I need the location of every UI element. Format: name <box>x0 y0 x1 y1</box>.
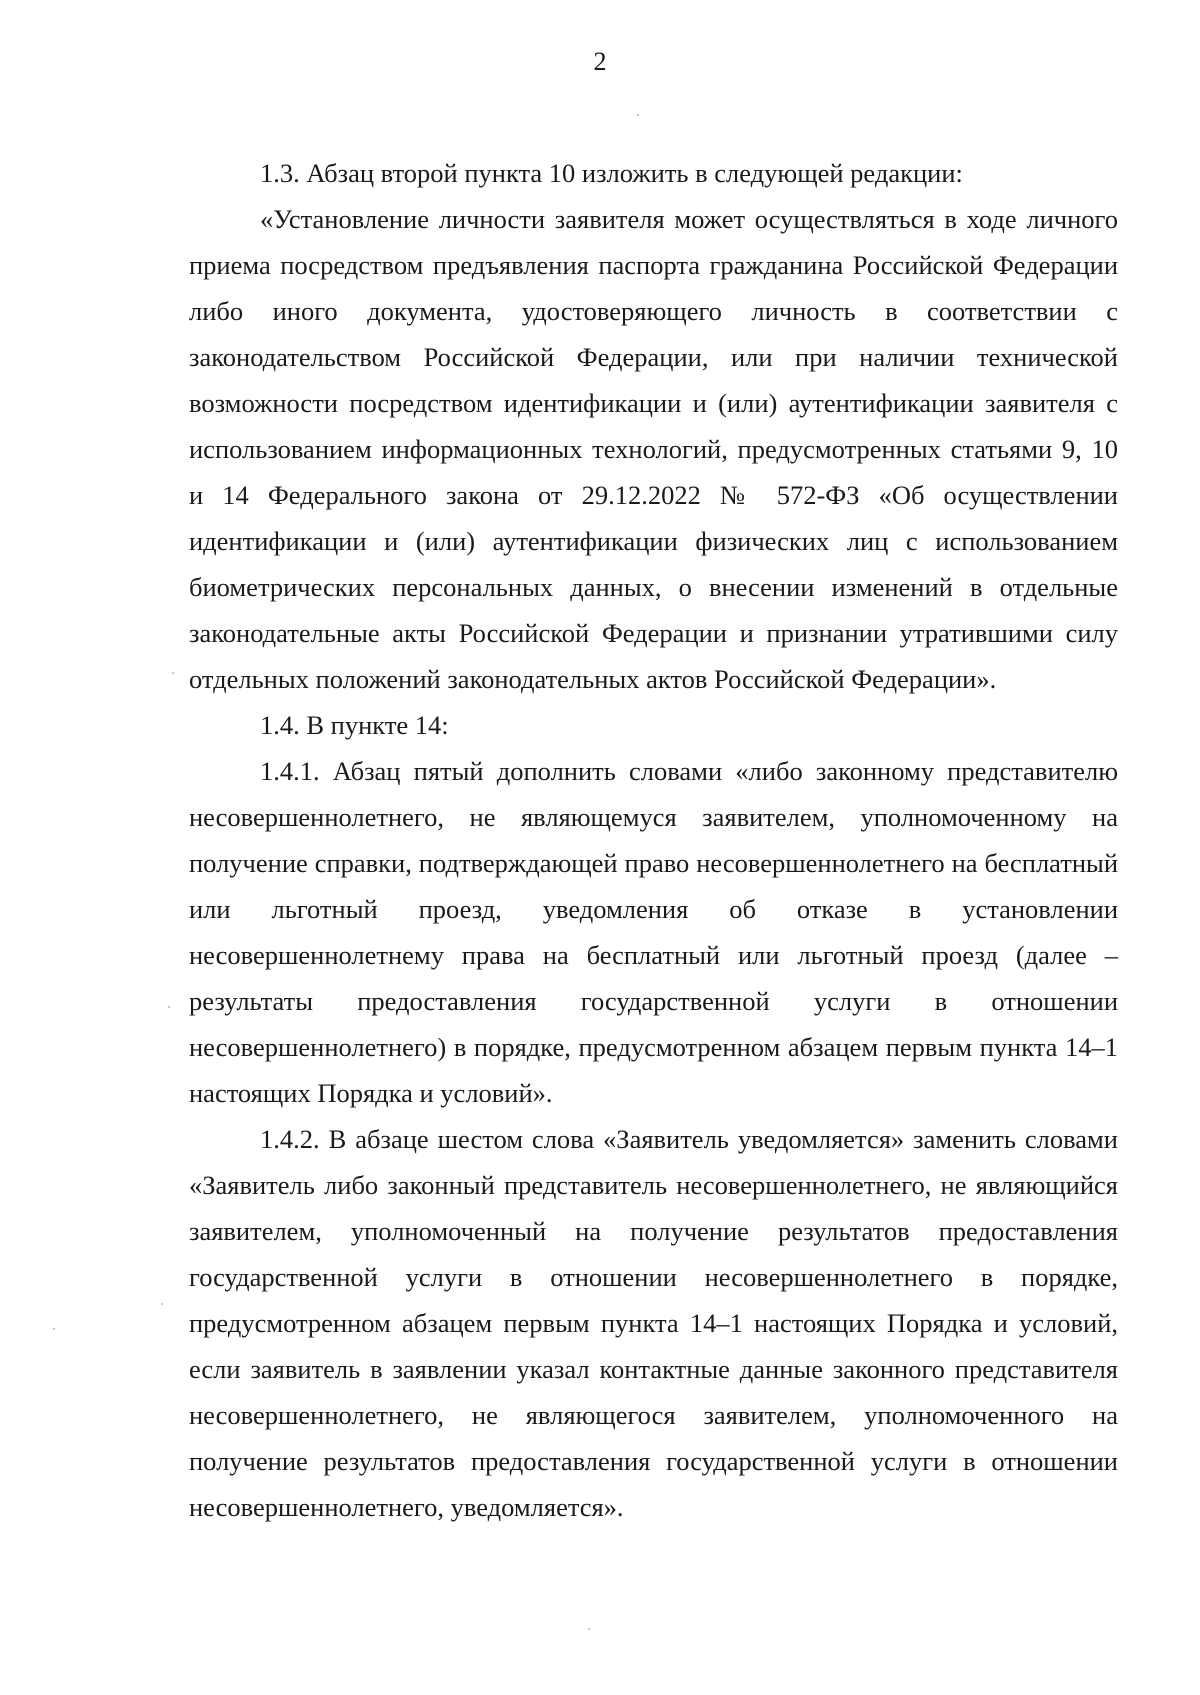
paragraph-1-4-2: 1.4.2. В абзаце шестом слова «Заявитель уведомляется» заменить словами «Заявитель либо законный представитель несовершеннолетнего, не являющийся заявителем, уполномоченный на получение результатов предоставления государственной услуги в отношении несовершеннолетнего в порядке, предусмотренном абзацем первым пункта 14–1 настоящих Порядка и условий, если заявитель в заявлении указал контактные данные законного представителя несовершеннолетнего, не являющегося заявителем, уполномоченного на получение результатов предоставления государственной услуги в отношении несовершеннолетнего, уведомляется». <box>189 1124 1118 1522</box>
scan-speck <box>637 114 639 116</box>
paragraph-1-4: 1.4. В пункте 14: <box>260 710 449 740</box>
document-body <box>189 150 1118 1530</box>
scan-speck <box>588 1628 590 1630</box>
paragraph-1-4-1: 1.4.1. Абзац пятый дополнить словами «либо законному представителю несовершеннолетнего, не являющемуся заявителем, уполномоченному на получение справки, подтверждающей право несовершеннолетнего на бесплатный или льготный проезд, уведомления об отказе в установлении несовершеннолетнему права на бесплатный или льготный проезд (далее – результаты предоставления государственной услуги в отношении несовершеннолетнего) в порядке, предусмотренном абзацем первым пункта 14–1 настоящих Порядка и условий». <box>189 756 1118 1108</box>
scan-speck <box>168 1006 170 1008</box>
scan-speck <box>161 1303 163 1305</box>
page-number: 2 <box>593 47 607 76</box>
paragraph-1-3-quote: «Установление личности заявителя может осуществляться в ходе личного приема посредством предъявления паспорта гражданина Российской Федерации либо иного документа, удостоверяющего личность в соответствии с законодательством Российской Федерации, или при наличии технической возможности посредством идентификации и (или) аутентификации заявителя с использованием информационных технологий, предусмотренных статьями 9, 10 и 14 Федерального закона от 29.12.2022 № 572-ФЗ «Об осуществлении идентификации и (или) аутентификации физических лиц с использованием биометрических персональных данных, о внесении изменений в отдельные законодательные акты Российской Федерации и признании утратившими силу отдельных положений законодательных актов Российской Федерации». <box>189 204 1118 694</box>
paragraph-1-3: 1.3. Абзац второй пункта 10 изложить в следующей редакции: <box>260 158 963 188</box>
scan-speck <box>172 672 174 674</box>
scan-speck <box>53 1328 55 1330</box>
